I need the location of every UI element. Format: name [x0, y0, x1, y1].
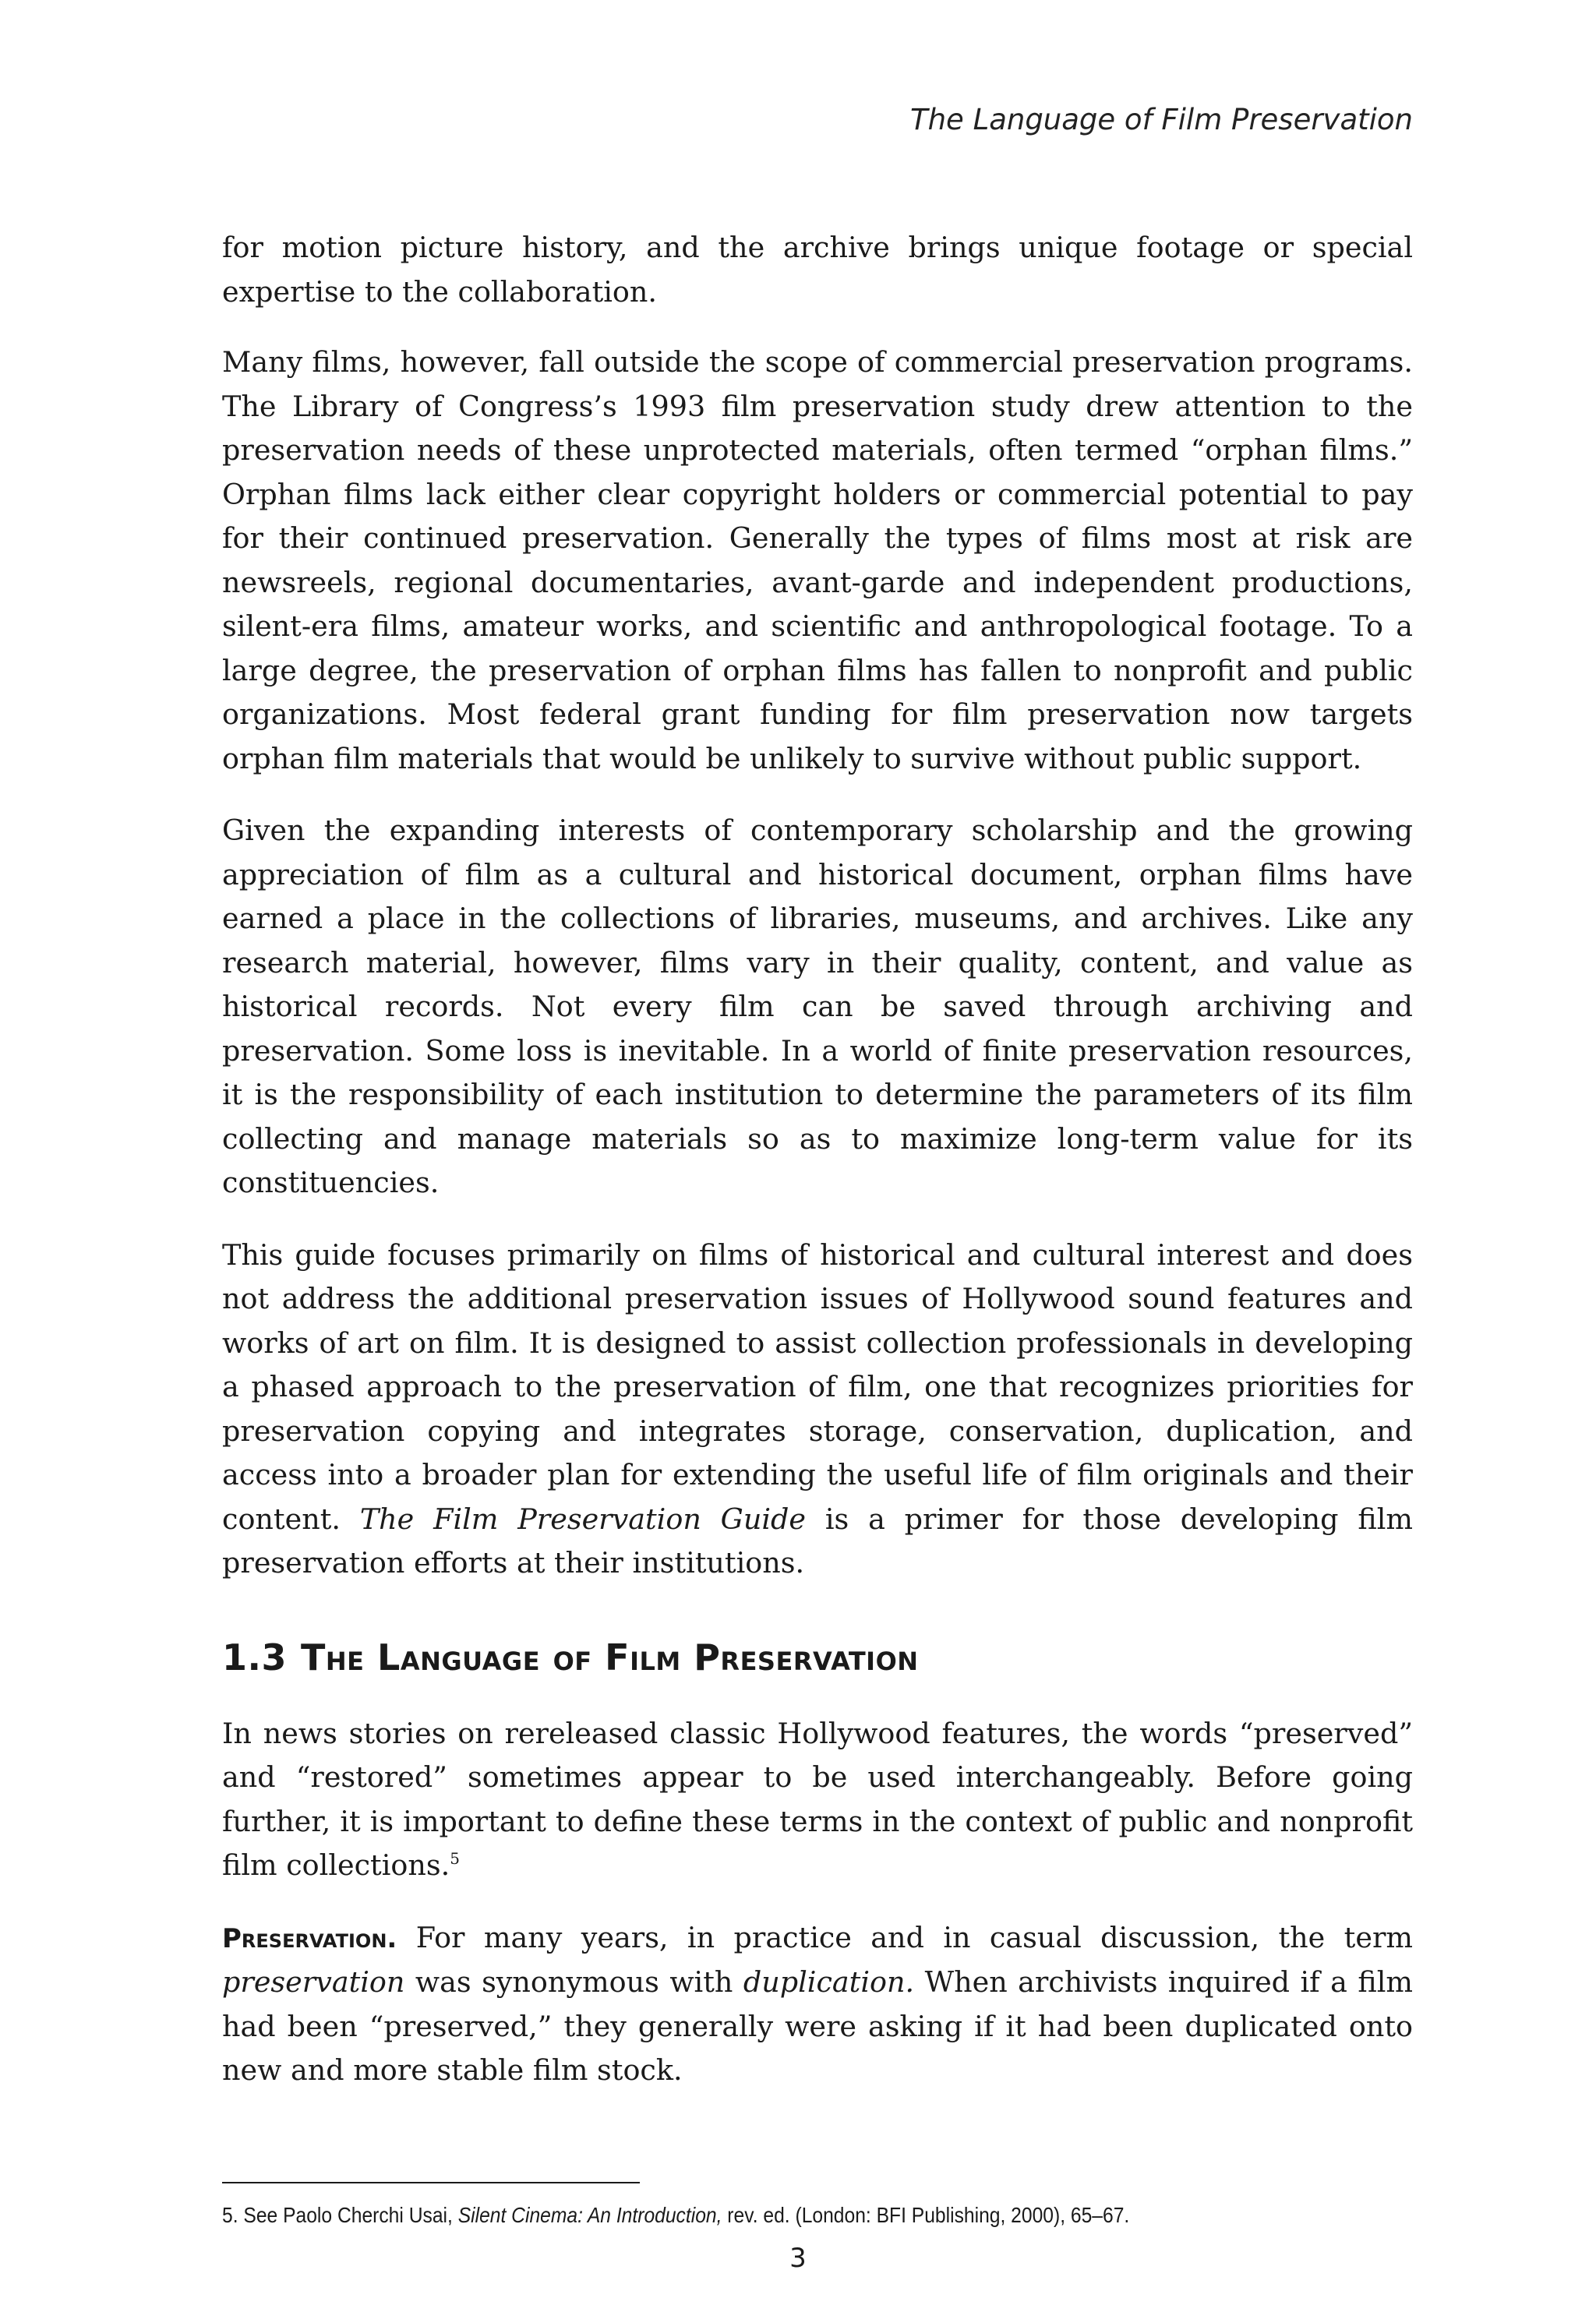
paragraph-6-a: For many years, in practice and in casual discussion, the term: [415, 1920, 1414, 1954]
paragraph-5-text: In news stories on rereleased classic Hollywood features, the words “preserved” and “restored” sometimes appear to be used interchangeably. Before going further, it is important to define these terms in the context of public and nonprofit film collections.: [222, 1716, 1413, 1882]
page-number: 3: [789, 2243, 807, 2274]
footnote: [222, 2202, 1319, 2229]
term-preservation: preservation: [222, 1965, 405, 1999]
footnote-number: 5.: [222, 2203, 238, 2227]
paragraph-5: [222, 1712, 1413, 1888]
book-title: The Film Preservation Guide: [359, 1502, 806, 1536]
paragraph-3: Given the expanding interests of contemporary scholarship and the growing appreciation of film as a cultural and historical document, orphan films have earned a place in the collections of libraries, museums, and archives. Like any research material, however, films vary in their quality, content, and value as historical records. Not every film can be saved through archiving and preservation. Some loss is inevitable. In a world of finite preservation resources, it is the responsibility of each institution to determine the parameters of its film collecting and manage materials so as to maximize long-term value for its constituencies.: [222, 814, 1413, 1199]
runin-heading: Preservation.: [222, 1922, 397, 1954]
paragraph-6-c: When archivists inquired if a film had been “preserved,” they generally were asking if it had been duplicated onto new and more stable film stock.: [222, 1965, 1413, 2087]
term-duplication: duplication.: [743, 1965, 915, 1999]
paragraph-1: for motion picture history, and the archive brings unique footage or special expertise to the collaboration.: [222, 231, 1413, 309]
paragraph-4-main: This guide focuses primarily on films of historical and cultural interest and does not address the additional preservation issues of Hollywood sound features and works of art on film. It is designed to assist collection professionals in developing a phased approach to the preservation of film, one that recognizes priorities for preservation copying and integrates storage, conservation, duplication, and access into a broader plan for extending the useful life of film originals and their content.: [222, 1237, 1413, 1536]
paragraph-6: [222, 1916, 1413, 2093]
section-heading: [222, 1634, 1413, 1681]
body-text: [222, 226, 1413, 2121]
paragraph-4-end: is a primer for those developing film preservation efforts at their institutions.: [222, 1502, 1413, 1580]
footnote-text-a: See Paolo Cherchi Usai,: [243, 2203, 453, 2227]
paragraph-4: [222, 1234, 1413, 1586]
paragraph-2: Many films, however, fall outside the scope of commercial preservation programs. The Library of Congress’s 1993 film preservation study drew attention to the preservation needs of these unprotected materials, often termed “orphan films.” Orphan films lack either clear copyright holders or commercial potential to pay for their continued preservation. Generally the types of films most at risk are newsreels, regional documentaries, avant-garde and independent productions, silent-era films, amateur works, and scientific and anthropological footage. To a large degree, the preservation of orphan films has fallen to nonprofit and public organizations. Most federal grant funding for film preservation now targets orphan film materials that would be unlikely to survive without public support.: [222, 345, 1413, 775]
footnote-divider: [222, 2182, 640, 2183]
running-head: The Language of Film Preservation: [910, 103, 1413, 136]
section-number: 1.3: [222, 1636, 287, 1678]
footnote-reference: 5: [450, 1849, 460, 1868]
footnote-text-b: rev. ed. (London: BFI Publishing, 2000), 65–67.: [727, 2203, 1130, 2227]
footnote-title: Silent Cinema: An Introduction,: [457, 2203, 722, 2227]
paragraph-6-b: was synonymous with: [415, 1965, 733, 1999]
section-title: The Language of Film Preservation: [301, 1636, 919, 1678]
